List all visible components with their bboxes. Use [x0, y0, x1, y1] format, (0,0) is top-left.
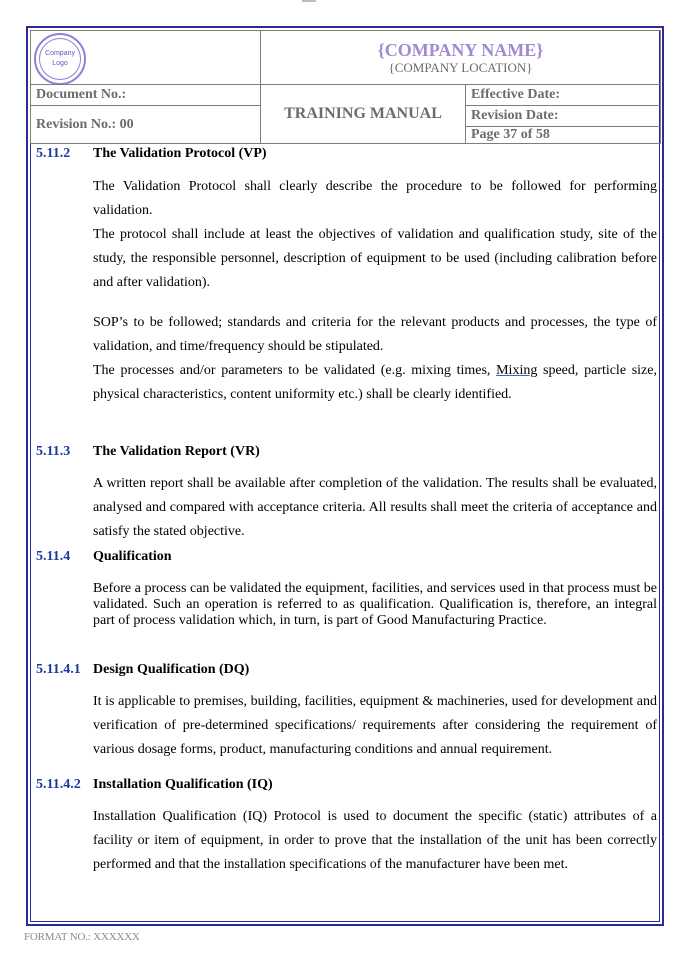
section-body [93, 581, 657, 629]
section-number: 5.11.4.2 [36, 777, 81, 792]
section-title: Design Qualification (DQ) [93, 662, 250, 677]
logo-cell [31, 31, 261, 85]
effective-date-label: Effective Date: [466, 85, 661, 106]
section-number: 5.11.4 [36, 549, 71, 564]
section-body [93, 311, 657, 407]
company-name: {COMPANY NAME} [377, 39, 544, 60]
document-no-label: Document No.: [31, 85, 261, 106]
paragraph: Before a process can be validated the equipment, facilities, and services used in that process must be validated. Such an operation is referred to as qualification. Qualification is, therefore, an integral part of process validation which, in turn, is part of Good Manufacturing Practice. [93, 581, 657, 628]
section-body [93, 175, 657, 295]
section-title: Installation Qualification (IQ) [93, 777, 273, 792]
section-body [93, 805, 657, 877]
paragraph: The protocol shall include at least the objectives of validation and qualification study, site of the study, the responsible personnel, description of equipment to be used (including calibration before and after validation). [93, 227, 657, 290]
company-logo [34, 33, 86, 85]
manual-title: TRAINING MANUAL [261, 85, 466, 144]
section-number: 5.11.3 [36, 444, 71, 459]
section-title: Qualification [93, 549, 172, 564]
company-location: {COMPANY LOCATION} [388, 59, 533, 75]
paragraph: Installation Qualification (IQ) Protocol is used to document the specific (static) attributes of a facility or item of equipment, in order to prove that the installation of the unit has been correctly performed and that the installation specifications of the manufacturer have been met. [93, 809, 657, 872]
mixing-link[interactable]: Mixing [496, 363, 538, 378]
paragraph: SOP’s to be followed; standards and criteria for the relevant products and processes, the type of validation, and time/frequency should be stipulated. [93, 315, 657, 354]
section-number: 5.11.4.1 [36, 662, 81, 677]
section-body [93, 472, 657, 544]
revision-date-label: Revision Date: [466, 106, 661, 127]
company-block [261, 31, 661, 85]
paragraph: A written report shall be available after completion of the validation. The results shall be evaluated, analysed and compared with acceptance criteria. All results shall meet the criteria of acceptance and satisfy the stated objective. [93, 476, 657, 539]
paragraph: The processes and/or parameters to be validated (e.g. mixing times, Mixing speed, particle size, physical characteristics, content uniformity etc.) shall be clearly identified. [93, 363, 657, 402]
page-top-mark [302, 0, 316, 2]
section-title: The Validation Protocol (VP) [93, 146, 267, 161]
section-title: The Validation Report (VR) [93, 444, 260, 459]
section-body [93, 690, 657, 762]
page-number: Page 37 of 58 [466, 127, 661, 144]
paragraph: It is applicable to premises, building, facilities, equipment & machineries, used for development and verification of pre-determined specifications/ requirements after considering the requirement of various dosage forms, product, manufacturing conditions and annual requirement. [93, 694, 657, 757]
revision-no-label: Revision No.: 00 [31, 106, 261, 144]
format-number: FORMAT NO.: XXXXXX [24, 931, 140, 943]
paragraph: The Validation Protocol shall clearly describe the procedure to be followed for performing validation. [93, 179, 657, 218]
document-header-table [30, 30, 661, 144]
section-number: 5.11.2 [36, 146, 71, 161]
logo-text: Company Logo [45, 50, 75, 67]
